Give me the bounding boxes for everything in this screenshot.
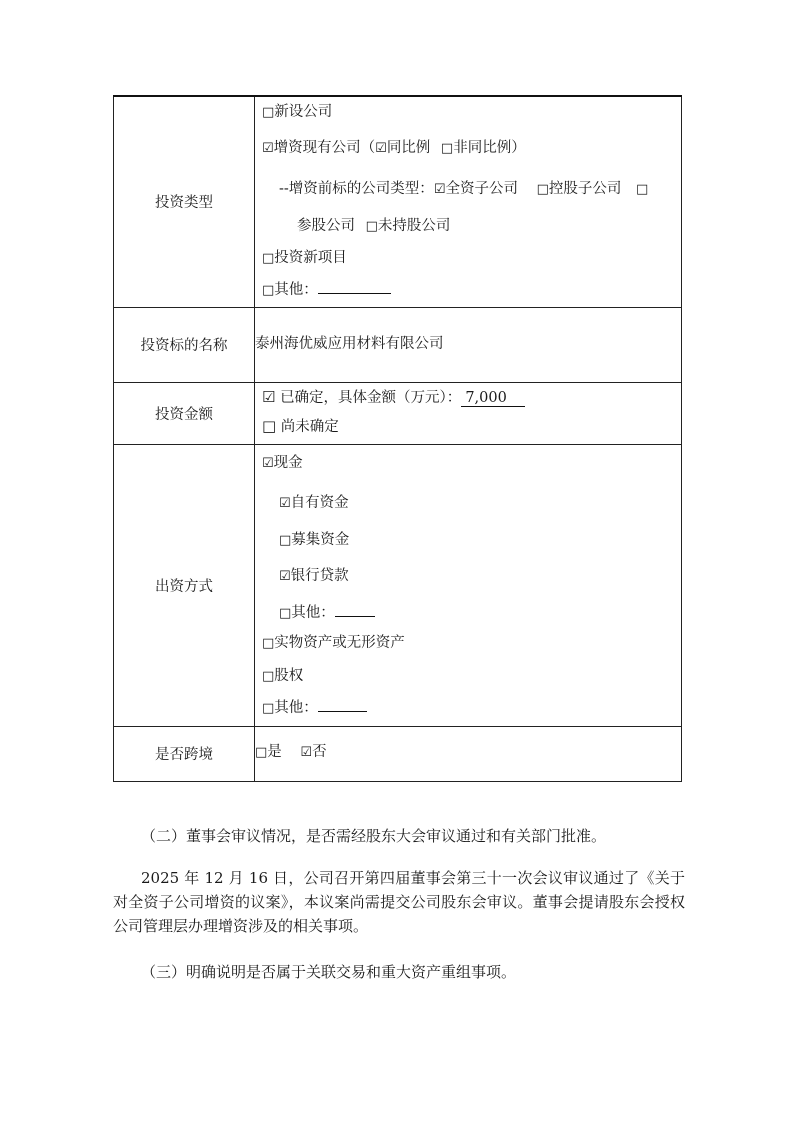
investment-info-table xyxy=(113,95,682,782)
option-label: 增资现有公司（ xyxy=(273,140,376,156)
content-target-name xyxy=(255,307,682,382)
option-wholly-owned: 全资子公司 xyxy=(445,181,518,197)
cross-border-options xyxy=(255,727,681,761)
option-own-funds[interactable] xyxy=(279,491,349,512)
unchecked-box-icon[interactable]: □ xyxy=(262,700,275,716)
checked-box-icon[interactable]: ☑ xyxy=(279,495,291,511)
target-type-line xyxy=(279,177,648,198)
row-amount xyxy=(114,382,682,444)
unchecked-box-icon[interactable]: □ xyxy=(262,416,277,435)
row-investment-type xyxy=(114,96,682,307)
option-non-proportional: 非同比例 xyxy=(453,140,512,156)
option-label: 投资新项目 xyxy=(274,250,347,266)
amount-value: 7,000 xyxy=(461,390,525,407)
option-label: 募集资金 xyxy=(291,531,350,548)
option-label: 股权 xyxy=(274,667,304,684)
board-review-paragraph: 2025 年 12 月 16 日，公司召开第四届董事会第三十一次会议审议通过了《关于对全资子公司增资的议案》，本议案尚需提交公司股东会审议。董事会提请股东会授权公司管理层办理增资涉及的相关事项。 xyxy=(113,869,685,935)
content-cross-border xyxy=(255,726,682,781)
row-target-name xyxy=(114,307,682,382)
unchecked-box-icon[interactable]: □ xyxy=(365,219,378,234)
checked-box-icon[interactable]: ☑ xyxy=(262,455,274,471)
option-increase-existing[interactable] xyxy=(262,136,526,157)
unchecked-box-icon[interactable]: □ xyxy=(255,744,268,760)
blank-line[interactable] xyxy=(335,602,375,617)
option-cash-other[interactable] xyxy=(279,601,375,622)
blank-line[interactable] xyxy=(318,697,367,712)
label-funding-method: 出资方式 xyxy=(114,444,255,726)
option-holding-sub: 控股子公司 xyxy=(548,181,622,197)
option-undetermined[interactable] xyxy=(262,415,339,436)
checked-box-icon[interactable]: ☑ xyxy=(433,182,446,197)
target-type-line-2 xyxy=(297,214,450,235)
option-label: 其他： xyxy=(274,699,318,716)
heading-board-review: （二）董事会审议情况，是否需经股东大会审议通过和有关部门批准。 xyxy=(141,827,607,845)
label-amount: 投资金额 xyxy=(114,382,255,444)
option-funding-other[interactable] xyxy=(262,696,367,717)
heading-related-transaction: （三）明确说明是否属于关联交易和重大资产重组事项。 xyxy=(141,963,517,981)
option-bank-loan[interactable] xyxy=(279,564,349,585)
checked-box-icon[interactable]: ☑ xyxy=(262,141,274,156)
option-raised-funds[interactable] xyxy=(279,528,349,549)
label-investment-type: 投资类型 xyxy=(114,96,255,307)
option-equity[interactable] xyxy=(262,664,303,685)
close-paren: ） xyxy=(511,140,526,156)
option-proportional: 同比例 xyxy=(386,140,431,156)
option-label: 银行贷款 xyxy=(290,567,349,584)
row-cross-border xyxy=(114,726,682,781)
unchecked-box-icon[interactable]: □ xyxy=(536,182,549,197)
option-label: 现金 xyxy=(273,454,303,471)
option-label: 新设公司 xyxy=(274,104,333,120)
unchecked-box-icon[interactable]: □ xyxy=(279,532,292,548)
option-participating: 参股公司 xyxy=(297,218,355,234)
target-name-value: 泰州海优威应用材料有限公司 xyxy=(255,335,444,352)
option-new-project[interactable] xyxy=(262,246,347,267)
content-investment-type xyxy=(255,96,682,307)
option-yes: 是 xyxy=(267,743,282,760)
unchecked-box-icon[interactable]: □ xyxy=(440,141,454,156)
option-determined[interactable] xyxy=(262,386,525,407)
option-label: 实物资产或无形资产 xyxy=(274,634,405,651)
content-funding-method xyxy=(255,444,682,726)
unchecked-box-icon[interactable]: □ xyxy=(262,283,275,298)
content-amount xyxy=(255,382,682,444)
checked-box-icon[interactable]: ☑ xyxy=(262,387,276,406)
option-no-shares: 未持股公司 xyxy=(377,218,451,234)
unchecked-box-icon[interactable]: □ xyxy=(262,105,275,120)
checked-box-icon[interactable]: ☑ xyxy=(279,568,291,584)
determined-label: 已确定，具体金额（万元）： xyxy=(280,389,462,406)
unchecked-box-icon[interactable]: □ xyxy=(262,635,275,651)
option-new-company[interactable] xyxy=(262,100,332,121)
option-other[interactable] xyxy=(262,278,391,299)
unchecked-box-icon[interactable]: □ xyxy=(635,182,649,197)
option-cash[interactable] xyxy=(262,451,303,472)
unchecked-box-icon[interactable]: □ xyxy=(262,668,275,684)
label-cross-border: 是否跨境 xyxy=(114,726,255,781)
option-physical-intangible[interactable] xyxy=(262,631,405,652)
unchecked-box-icon[interactable]: □ xyxy=(279,605,292,621)
unchecked-box-icon[interactable]: □ xyxy=(262,251,275,266)
checked-box-icon[interactable]: ☑ xyxy=(375,141,387,156)
label-target-name: 投资标的名称 xyxy=(114,307,255,382)
target-type-prefix: --增资前标的公司类型： xyxy=(279,181,434,197)
option-label: 其他： xyxy=(291,604,335,621)
option-no: 否 xyxy=(312,743,327,760)
blank-line[interactable] xyxy=(318,279,391,294)
option-label: 其他： xyxy=(274,282,318,298)
option-label: 自有资金 xyxy=(290,494,349,511)
undetermined-label: 尚未确定 xyxy=(280,418,339,435)
checked-box-icon[interactable]: ☑ xyxy=(300,744,313,760)
row-funding-method xyxy=(114,444,682,726)
